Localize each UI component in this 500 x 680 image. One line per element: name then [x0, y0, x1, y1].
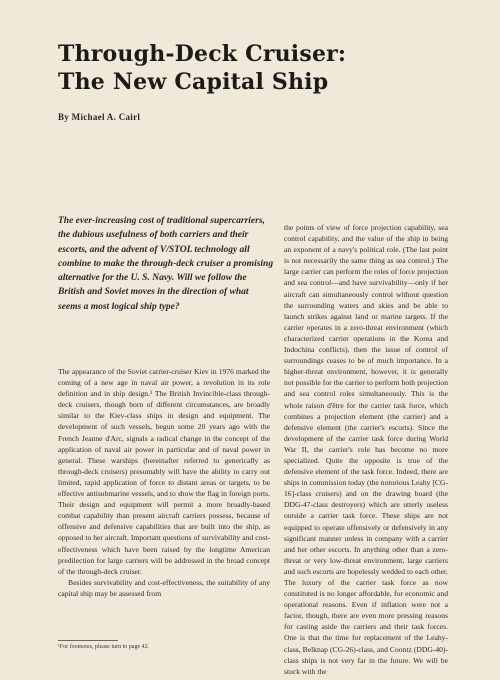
- body-column-left: [58, 366, 270, 599]
- body-paragraph: the points of view of force projection capability, sea control capability, and the value of the ship in being an exponent of a navy's political role. (The last point is not necessarily the same thing as sea control.) The large carrier can perform the roles of force projection and sea control—and have survivability—only if her aircraft can simultaneously control without question the surrounding waters and skies and be able to launch strikes against land or marine targets. If the carrier operates in a zero-threat environment (which characterized carrier operations in the Korea and Indochina conflicts), then the issue of control of surroundings ceases to be of much importance. In a higher-threat environment, however, it is generally not possible for the carrier to perform both projection and sea control roles simultaneously. This is the whole raison d'être for the carrier task force, which combines a projection element (the carrier) and a defensive element (the carrier's escorts). Since the development of the carrier task force during World War II, the carrier's role has become no more specialized. Quite the opposite is true of the defensive element of the task force. Indeed, there are ships in commission today (the notorious Leahy [CG-16]-class cruisers) and on the drawing board (the DDG-47-class destroyers) which are utterly useless outside a carrier task force. These ships are not equipped to operate offensively or defensively in any significant manner unless in company with a carrier and her other escorts. In anything other than a zero-threat or very low-threat environment, large carriers and such escorts are hopelessly wedded to each other. The luxury of the carrier task force as now constituted is no longer affordable, for economic and operational reasons. Even if inflation were not a factor, though, there are even more pressing reasons for casting aside the carriers and their task forces. One is that the time for replacement of the Leahy-class, Belknap (CG-26)-class, and Coontz (DDG-40)-class ships is not very far in the future. We will be stuck with the: [284, 223, 448, 676]
- author-byline: By Michael A. Cairl: [58, 112, 141, 122]
- body-column-right: [284, 222, 448, 677]
- footnote: ¹For footnotes, please turn to page 42.: [58, 644, 150, 650]
- article-title-line-2: The New Capital Ship: [58, 69, 329, 95]
- article-title: [58, 40, 458, 96]
- body-paragraph: Besides survivability and cost-effectiveness, the suitability of any capital ship may be assessed from: [58, 577, 270, 598]
- body-paragraph: The appearance of the Soviet carrier-cruiser Kiev in 1976 marked the coming of a new age in naval air power, a revolution in its role definition and in ship design.¹ The British Invincible-class through-deck cruisers, though born of different circumstances, are broadly similar to the Kiev-class ships in design and equipment. The development of such vessels, begun some 20 years ago with the French Jeanne d'Arc, signals a radical change in the concept of the application of naval air power in particular and of naval power in general. These warships (hereinafter referred to generically as through-deck cruisers) presumably will have the ability to carry out limited, rapid application of force to distant areas or targets, to be effective antisubmarine vessels, and to show the flag in foreign ports. Their design and equipment will permit a more broadly-based combat capability than present aircraft carriers possess, because of offensive and defensive capabilities that are built into the ship, as opposed to her aircraft. Important questions of survivability and cost-effectiveness which have been raised by the longtime American predilection for large carriers will be addressed in the broad concept of the through-deck cruiser.: [58, 367, 270, 576]
- article-lead-summary: The ever-increasing cost of traditional supercarriers, the dubious usefulness of both carriers and their escorts, and the advent of V/STOL technology all combine to make the through-deck cruiser a promising alternative for the U. S. Navy. Will we follow the British and Soviet moves in the direction of what seems a most logical ship type?: [58, 216, 274, 312]
- footnote-divider: [58, 640, 118, 641]
- article-title-line-1: Through-Deck Cruiser:: [58, 41, 347, 67]
